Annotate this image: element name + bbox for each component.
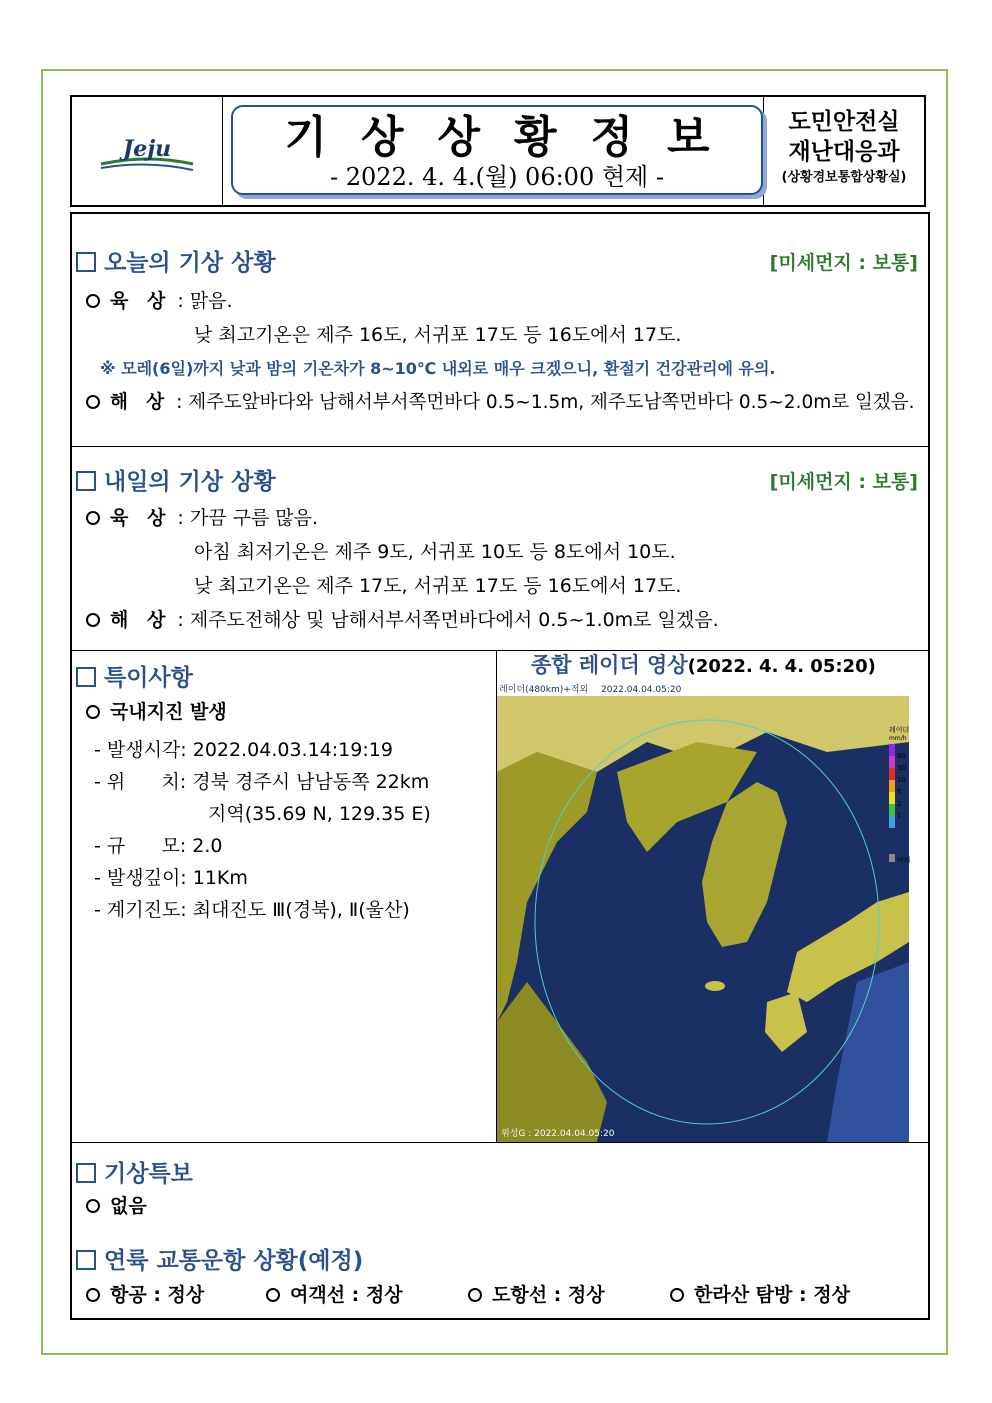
circle-bullet-icon: [86, 395, 100, 409]
title-cell: [223, 97, 763, 205]
warning-item-text: 없음: [110, 1195, 147, 1217]
svg-text:위성G : 2022.04.04.05:20: 위성G : 2022.04.04.05:20: [501, 1129, 615, 1139]
checkbox-square-icon: [76, 471, 96, 491]
traffic-item: [86, 1280, 204, 1307]
traffic-heading-text: 연륙 교통운항 상황(예정): [104, 1248, 364, 1274]
radar-time: (2022. 4. 4. 05:20): [687, 656, 876, 677]
tomorrow-heading-text: 내일의 기상 상황: [104, 469, 276, 495]
today-sea: [86, 388, 914, 414]
tomorrow-land-line3: 낮 최고기온은 제주 17도, 서귀포 17도 등 16도에서 17도.: [194, 575, 682, 597]
tomorrow-sea-label: 해 상: [110, 609, 172, 631]
today-land-line2: 낮 최고기온은 제주 16도, 서귀포 17도 등 16도에서 17도.: [194, 324, 682, 346]
traffic-item: [670, 1280, 850, 1307]
section-warning: [72, 1142, 928, 1238]
radar-panel: [496, 650, 929, 1142]
warning-item: [86, 1191, 147, 1218]
tomorrow-heading: [76, 463, 276, 496]
special-item: [86, 697, 227, 724]
today-heading-text: 오늘의 기상 상황: [104, 250, 276, 276]
tomorrow-sea-line: : 제주도전해상 및 남해서부서쪽먼바다에서 0.5~1.0m로 일겠음.: [177, 609, 719, 631]
today-heading: [76, 244, 276, 277]
page-title: 기상상황정보: [284, 112, 744, 163]
today-sea-line: : 제주도앞바다와 남해서부서쪽먼바다 0.5~1.5m, 제주도남쪽먼바다 0.5~2.0m로 일겠음.: [176, 392, 915, 413]
circle-bullet-icon: [266, 1288, 280, 1302]
circle-bullet-icon: [86, 1288, 100, 1302]
tomorrow-land-label: 육 상: [110, 507, 172, 529]
radar-title: [497, 650, 929, 680]
today-land-label: 육 상: [110, 290, 172, 312]
warning-heading: [76, 1155, 193, 1188]
circle-bullet-icon: [86, 705, 100, 719]
svg-text:2: 2: [897, 800, 902, 808]
svg-text:5: 5: [897, 788, 902, 796]
checkbox-square-icon: [76, 667, 96, 687]
page-subtitle: - 2022. 4. 4.(월) 06:00 현제 -: [330, 163, 664, 191]
svg-text:낙뢰: 낙뢰: [897, 856, 911, 864]
tomorrow-land-line1: : 가끔 구름 많음.: [177, 507, 319, 529]
dept-line2: 재난대응과: [788, 139, 900, 165]
warning-heading-text: 기상특보: [104, 1161, 193, 1187]
traffic-item-text: 항공 : 정상: [110, 1284, 205, 1306]
circle-bullet-icon: [86, 1199, 100, 1213]
svg-text:레이더(480km)+적외: 레이더(480km)+적외: [499, 685, 589, 695]
section-tomorrow: [72, 446, 928, 650]
section-today: [72, 214, 928, 446]
special-row: - 발생시각: 2022.04.03.14:19:19: [94, 739, 393, 761]
dept-line1: 도민안전실: [788, 109, 900, 135]
radar-image: [497, 682, 909, 1142]
special-row: - 발생깊이: 11Km: [94, 867, 248, 889]
header: [70, 95, 926, 207]
checkbox-square-icon: [76, 252, 96, 272]
circle-bullet-icon: [86, 613, 100, 627]
traffic-item-text: 도항선 : 정상: [492, 1284, 605, 1306]
body-box: [70, 212, 930, 1320]
circle-bullet-icon: [86, 511, 100, 525]
checkbox-square-icon: [76, 1163, 96, 1183]
special-row: - 계기진도: 최대진도 Ⅲ(경북), Ⅱ(울산): [94, 899, 410, 921]
traffic-item: [468, 1280, 605, 1307]
checkbox-square-icon: [76, 1250, 96, 1270]
traffic-item: [266, 1280, 403, 1307]
traffic-item-text: 여객선 : 정상: [290, 1284, 403, 1306]
circle-bullet-icon: [86, 294, 100, 308]
special-row: 지역(35.69 N, 129.35 E): [208, 803, 431, 825]
svg-text:레이더: 레이더: [889, 726, 910, 734]
svg-text:Jeju: Jeju: [122, 136, 172, 162]
circle-bullet-icon: [670, 1288, 684, 1302]
circle-bullet-icon: [468, 1288, 482, 1302]
jeju-logo: [93, 126, 201, 176]
svg-text:60: 60: [897, 752, 906, 760]
tomorrow-dust: [미세먼지 : 보통]: [769, 471, 918, 493]
today-note: ※ 모레(6일)까지 낮과 밤의 기온차가 8~10℃ 내외로 매우 크겠으니, 환절기 건강관리에 유의.: [100, 359, 776, 378]
today-land: [86, 286, 233, 313]
svg-text:1: 1: [897, 812, 902, 820]
svg-text:10: 10: [897, 776, 906, 784]
today-sea-label: 해 상: [110, 392, 171, 413]
tomorrow-land: [86, 503, 318, 530]
section-traffic: [72, 1238, 928, 1318]
special-heading-text: 특이사항: [104, 665, 193, 691]
today-land-line1: : 맑음.: [177, 290, 233, 312]
title-box: [231, 105, 763, 195]
special-row: - 위 치: 경북 경주시 남남동쪽 22km: [94, 771, 430, 793]
svg-text:30: 30: [897, 764, 906, 772]
traffic-heading: [76, 1242, 363, 1275]
radar-title-text: 종합 레이더 영상: [531, 653, 688, 677]
department-cell: [763, 97, 924, 205]
tomorrow-sea: [86, 605, 719, 632]
special-row: - 규 모: 2.0: [94, 835, 223, 857]
tomorrow-land-line2: 아침 최저기온은 제주 9도, 서귀포 10도 등 8도에서 10도.: [194, 541, 676, 563]
svg-text:2022.04.04.05:20: 2022.04.04.05:20: [601, 685, 682, 695]
logo-cell: [72, 97, 223, 205]
dept-line3: (상황경보통합상황실): [781, 170, 907, 185]
svg-text:mm/h: mm/h: [889, 735, 907, 742]
traffic-item-text: 한라산 탐방 : 정상: [694, 1284, 850, 1306]
special-item-text: 국내지진 발생: [110, 701, 227, 723]
today-dust: [미세먼지 : 보통]: [769, 252, 918, 274]
special-heading: [76, 659, 193, 692]
